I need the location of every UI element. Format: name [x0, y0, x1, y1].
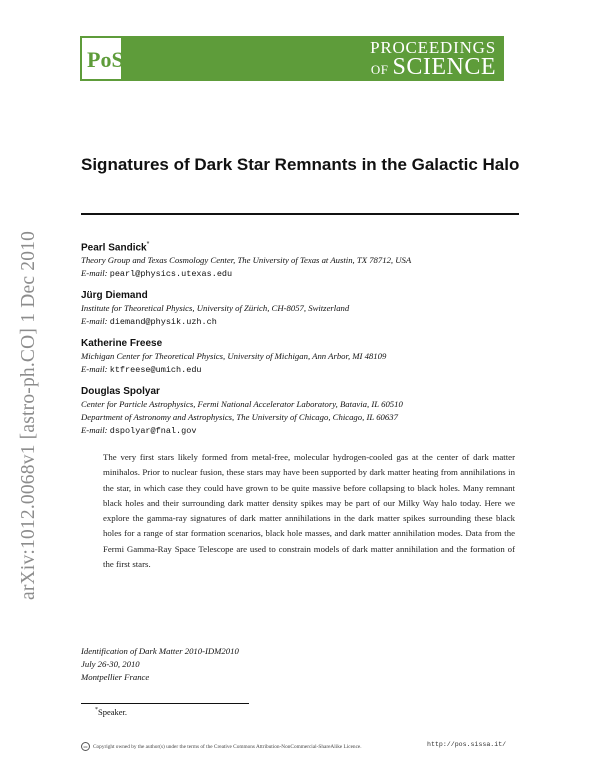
conference-location: Montpellier France — [81, 672, 150, 682]
author-email: E-mail: diemand@physik.uzh.ch — [81, 316, 217, 328]
email-link[interactable]: ktfreese@umich.edu — [109, 365, 202, 376]
author-affiliation: Department of Astronomy and Astrophysics, The University of Chicago, Chicago, IL 60637 — [81, 412, 398, 423]
author-affiliation: Theory Group and Texas Cosmology Center, The University of Texas at Austin, TX 78712, USA — [81, 255, 412, 266]
pos-title-line1: PROCEEDINGS — [370, 38, 496, 57]
title-rule — [81, 213, 519, 215]
pos-title-line2 — [371, 54, 496, 81]
conference-dates: July 26-30, 2010 — [81, 659, 140, 669]
author-email: E-mail: dspolyar@fnal.gov — [81, 425, 197, 437]
pos-banner — [80, 36, 504, 81]
author-name: Katherine Freese — [81, 338, 163, 350]
author-block — [81, 238, 521, 280]
email-link[interactable]: pearl@physics.utexas.edu — [109, 269, 233, 280]
author-email: E-mail: pearl@physics.utexas.edu — [81, 268, 233, 280]
pos-logo-text: PoS — [86, 46, 124, 72]
author-list — [81, 238, 521, 446]
email-link[interactable]: dspolyar@fnal.gov — [109, 426, 197, 437]
pos-url[interactable]: http://pos.sissa.it/ — [427, 741, 507, 748]
creative-commons-icon: cc — [81, 742, 90, 751]
author-affiliation: Center for Particle Astrophysics, Fermi National Accelerator Laboratory, Batavia, IL 60510 — [81, 399, 403, 410]
footnote-rule — [81, 703, 249, 704]
footnote-mark: * — [95, 707, 98, 714]
author-name: Douglas Spolyar — [81, 386, 160, 398]
author-block — [81, 385, 521, 437]
author-name: Jürg Diemand — [81, 290, 148, 302]
footnote-text: Speaker. — [98, 707, 128, 717]
pos-title-of: OF — [370, 62, 389, 77]
author-name: Pearl Sandick* — [81, 241, 150, 254]
author-email: E-mail: ktfreese@umich.edu — [81, 364, 202, 376]
author-block — [81, 289, 521, 328]
pos-title-bar — [123, 36, 504, 81]
pos-logo — [80, 36, 123, 81]
pos-logo-icon — [84, 41, 124, 77]
abstract: The very first stars likely formed from metal-free, molecular hydrogen-cooled gas at the center of dark matter minihalos. Prior to nuclear fusion, these stars may have been supported by dark matter heating from annihilations in the star, in which case they could have grown to be quite massive before collapsing to black holes. Many remnant black holes and their surrounding dark matter density spikes may be part of our Milky Way halo today. Here we explore the gamma-ray signatures of dark matter annihilations in the dark matter spikes surrounding these black holes for a range of star formation scenarios, black hole masses, and dark matter annihilation modes. Data from the Fermi Gamma-Ray Space Telescope are used to constrain models of dark matter annihilation and the formation of the first stars. — [103, 452, 515, 570]
email-link[interactable]: diemand@physik.uzh.ch — [109, 317, 217, 328]
conference-name: Identification of Dark Matter 2010-IDM2010 — [81, 646, 239, 656]
author-block — [81, 337, 521, 376]
speaker-mark: * — [146, 241, 150, 248]
footnote — [95, 707, 127, 717]
license-footer — [81, 742, 362, 751]
license-text: Copyright owned by the author(s) under the terms of the Creative Commons Attribution-NonCommercial-ShareAlike Licence. — [93, 743, 362, 750]
paper-title: Signatures of Dark Star Remnants in the Galactic Halo — [81, 155, 520, 174]
conference-info — [81, 645, 239, 684]
pos-title-science: SCIENCE — [392, 54, 496, 80]
author-affiliation: Michigan Center for Theoretical Physics, University of Michigan, Ann Arbor, MI 48109 — [81, 351, 387, 362]
author-affiliation: Institute for Theoretical Physics, University of Zürich, CH-8057, Switzerland — [81, 303, 350, 314]
arxiv-stamp: arXiv:1012.0068v1 [astro-ph.CO] 1 Dec 2010 — [18, 230, 39, 600]
